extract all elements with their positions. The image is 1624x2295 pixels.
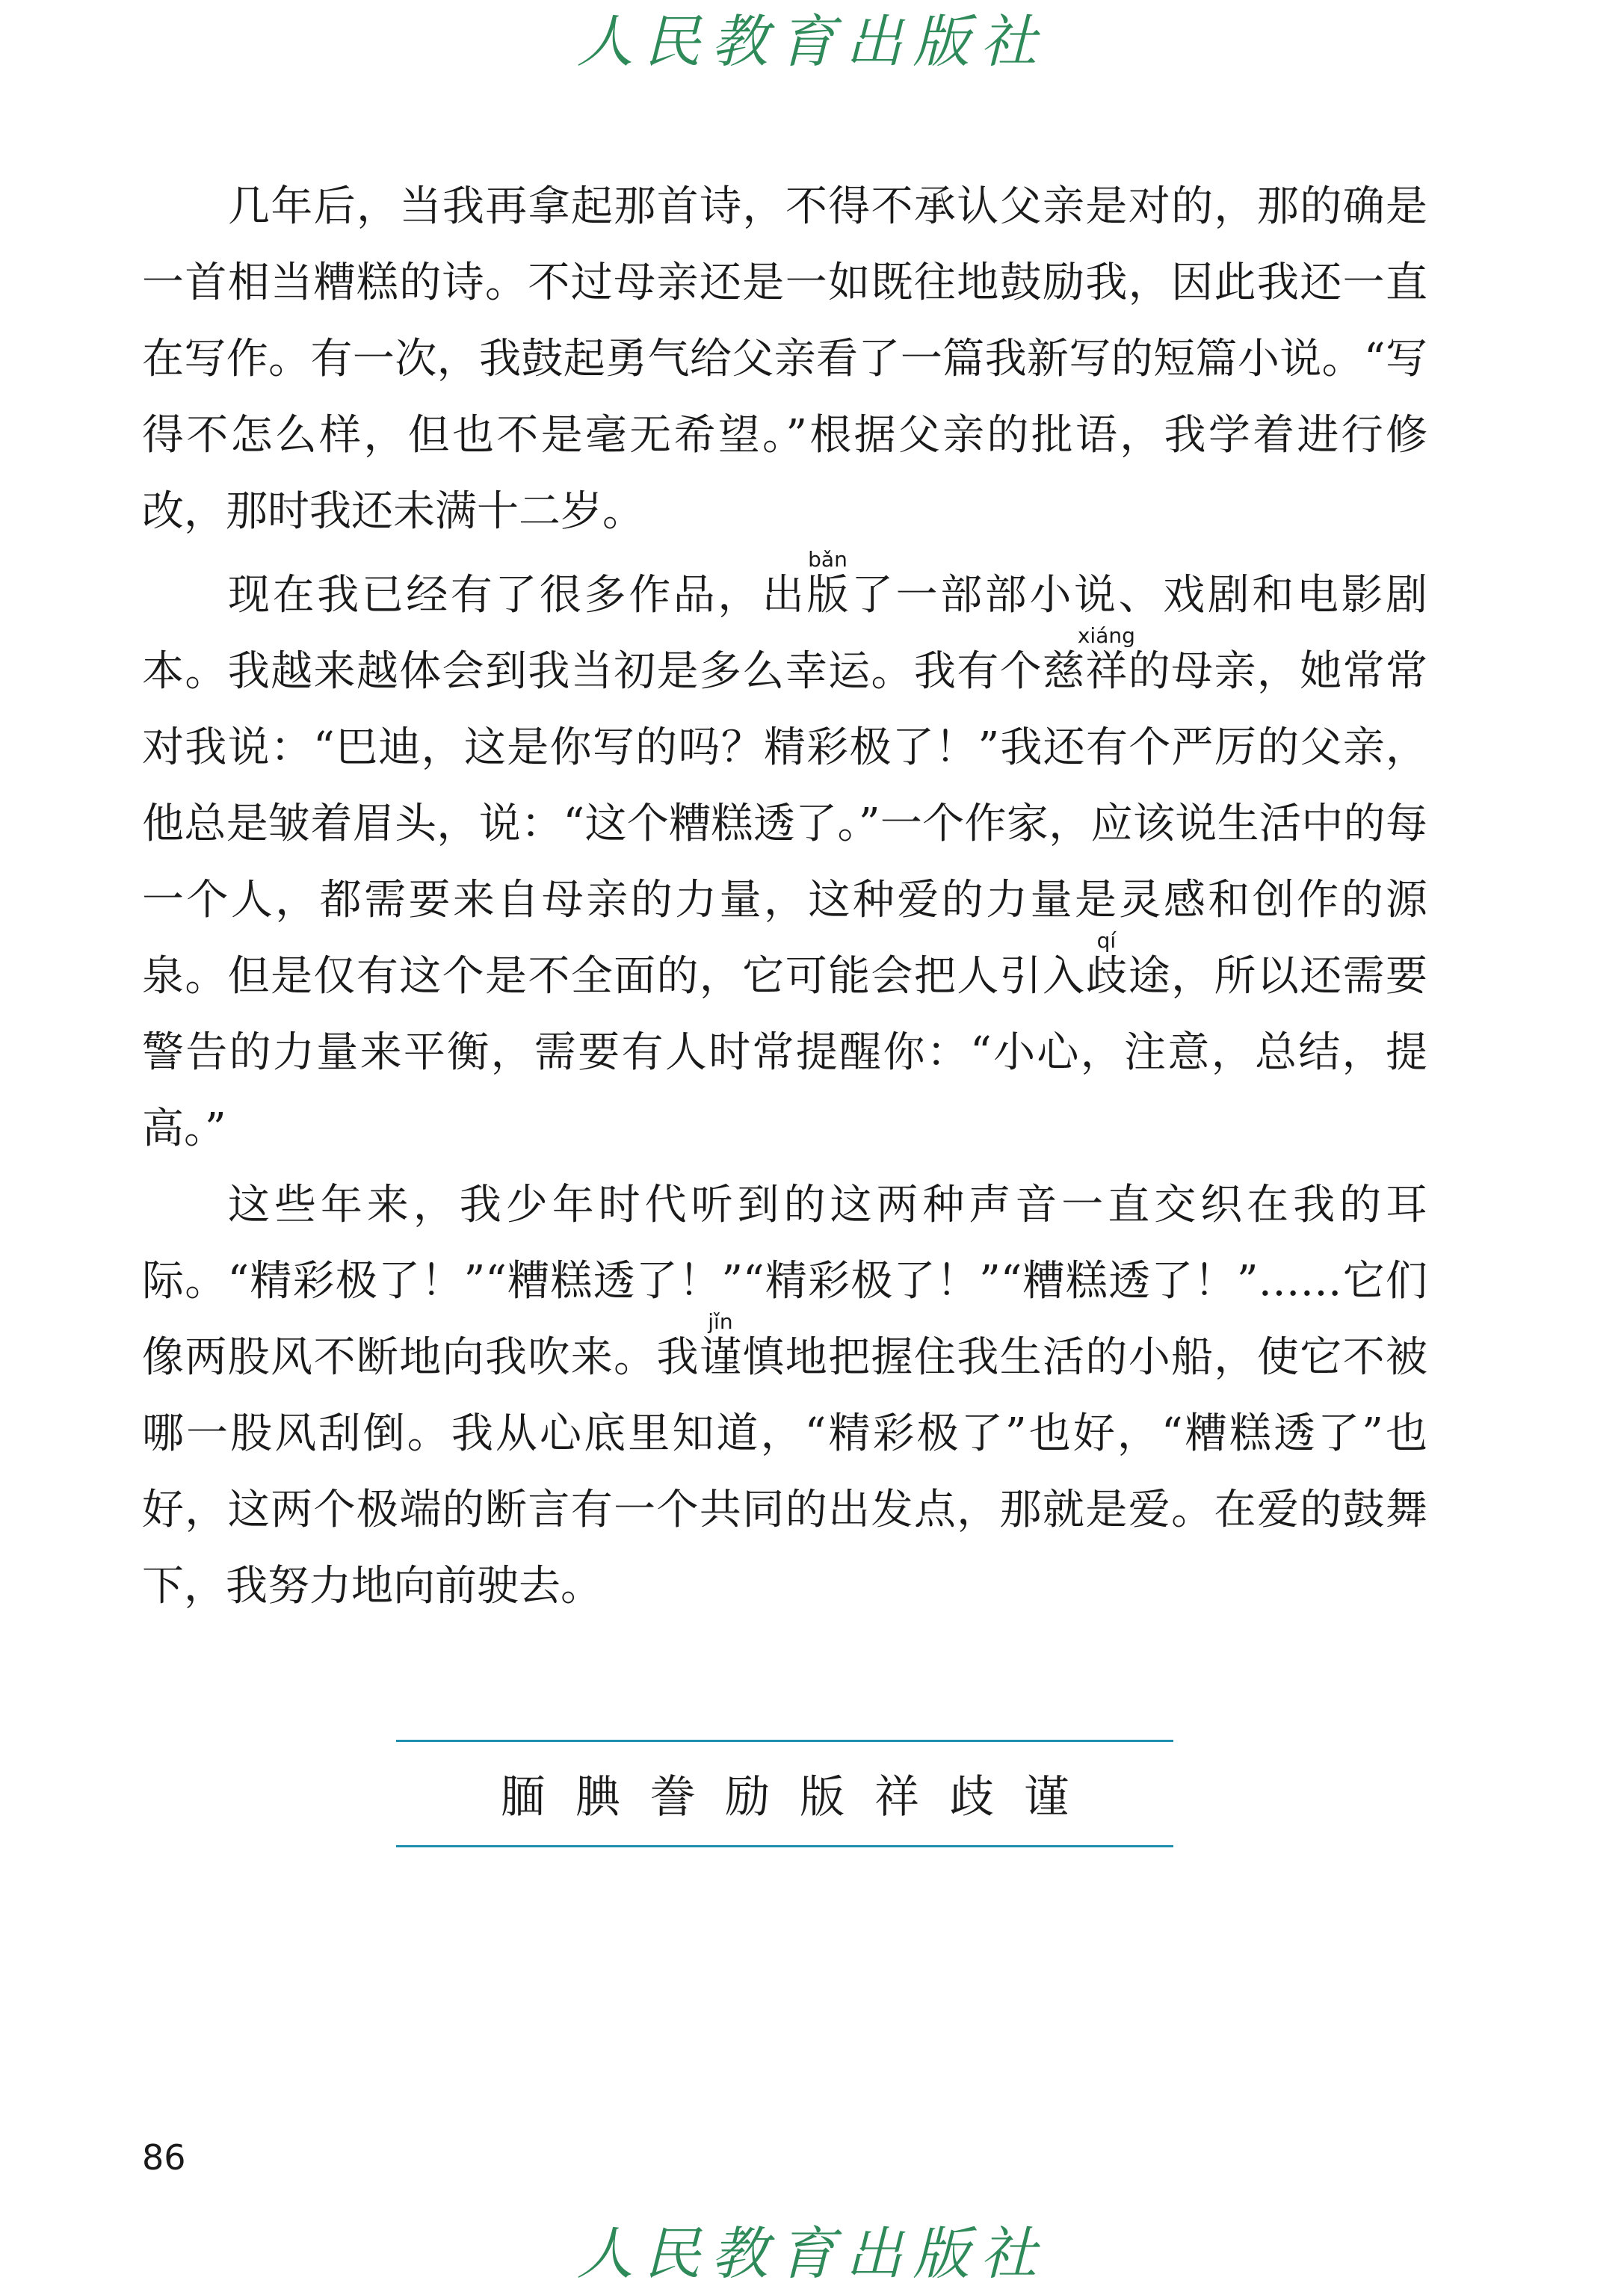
publisher-logo-header: 人民教育出版社	[576, 8, 1048, 75]
pinyin-annotation	[1077, 623, 1135, 696]
paragraph-3	[142, 1167, 1427, 1625]
annotated-char: 版	[806, 571, 852, 620]
page-number: 86	[142, 2137, 186, 2178]
paragraph-3-text: 这些年来，我少年时代听到的这两种声音一直交织在我的耳际。“精彩极了！”“糟糕透了！”“精彩极了！”“糟糕透了！”……它们像两股风不断地向我吹来。我	[142, 1181, 1427, 1382]
vocabulary-box	[396, 1740, 1173, 1847]
pinyin: qí	[1085, 928, 1128, 953]
paragraph-1: 几年后，当我再拿起那首诗，不得不承认父亲是对的，那的确是一首相当糟糕的诗。不过母亲还是一如既往地鼓励我，因此我还一直在写作。有一次，我鼓起勇气给父亲看了一篇我新写的短篇小说。“写得不怎么样，但也不是毫无希望。”根据父亲的批语，我学着进行修改，那时我还未满十二岁。	[142, 182, 1427, 536]
pinyin-annotation	[699, 1309, 743, 1382]
paragraph-2	[142, 547, 1428, 1167]
pinyin-annotation	[1085, 928, 1129, 1001]
pinyin: jǐn	[699, 1309, 741, 1334]
vocabulary-characters: 腼腆誊励版祥歧谨	[501, 1771, 1099, 1823]
annotated-char: 谨	[699, 1333, 743, 1382]
paragraph-2-text: 的母亲，她常常对我说：“巴迪，这是你写的吗？精彩极了！”我还有个严厉的父亲，他总是皱着眉头，说：“这个糟糕透了。”一个作家，应该说生活中的每一个人，都需要来自母亲的力量，这种爱的力量是灵感和创作的源泉。但是仅有这个是不全面的，它可能会把人引入	[142, 647, 1428, 1001]
annotated-char: 歧	[1085, 952, 1129, 1001]
paragraph-2-text: 现在我已经有了很多作品，出	[228, 571, 807, 620]
paragraph-2-text: 了一部部小说、戏剧和电影剧本。我越来越体会到我当初是多么幸运。我有个慈	[142, 571, 1428, 696]
pinyin: bǎn	[806, 547, 849, 572]
annotated-char: 祥	[1077, 647, 1135, 696]
paragraph-2-text: 途，所以还需要警告的力量来平衡，需要有人时常提醒你：“小心，注意，总结，提高。”	[142, 952, 1428, 1153]
pinyin: xiáng	[1077, 623, 1135, 648]
publisher-logo-footer: 人民教育出版社	[576, 2220, 1048, 2287]
pinyin-annotation	[806, 547, 852, 620]
paragraph-3-text: 慎地把握住我生活的小船，使它不被哪一股风刮倒。我从心底里知道，“精彩极了”也好，“糟糕透了”也好，这两个极端的断言有一个共同的出发点，那就是爱。在爱的鼓舞下，我努力地向前驶去。	[142, 1333, 1428, 1610]
article-body	[142, 169, 1427, 1625]
